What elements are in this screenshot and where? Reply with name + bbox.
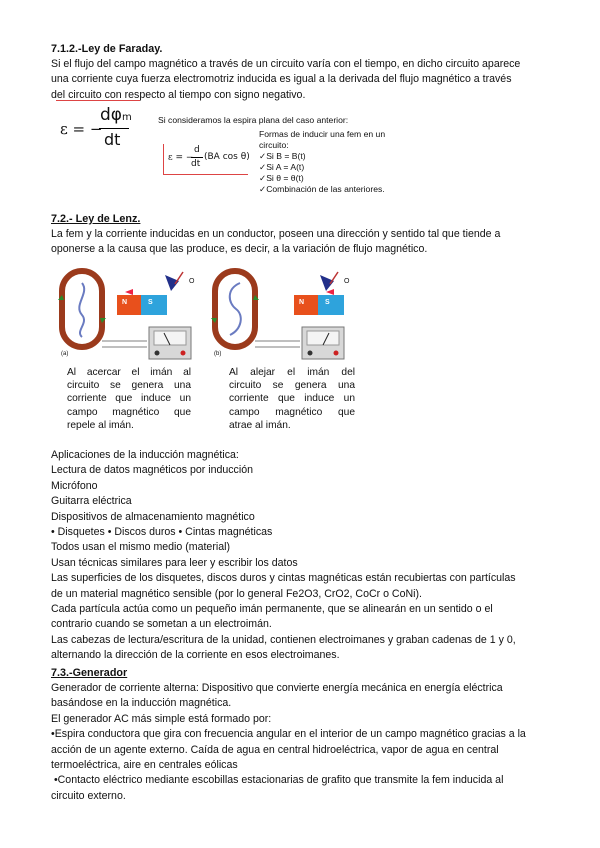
generador-line: basándose en la inducción magnética.: [51, 697, 232, 710]
faraday-paragraph: [51, 57, 520, 103]
formas-block: [259, 129, 415, 195]
caption-line: campo magnético que: [229, 406, 355, 418]
formula-top-rule: [56, 100, 140, 101]
motion-arrow: [326, 289, 334, 295]
applications-line: Cada partícula actúa como un pequeño imán permanente, que se alinearán en un sentido o el: [51, 603, 493, 616]
applications-line: Lectura de datos magnéticos por inducción: [51, 464, 253, 477]
terminal: [334, 351, 339, 356]
caption-line: corriente que induce un: [67, 393, 191, 405]
generador-heading: 7.3.-Generador: [51, 667, 128, 679]
lenz-figure-b: [208, 265, 358, 363]
magnet-s-label: S: [148, 299, 153, 306]
applications-line: Dispositivos de almacenamiento magnético: [51, 510, 255, 523]
lenz-figure-a: [55, 265, 205, 363]
paragraph-line: oponerse a la causa que las produce, es decir, a la variación de flujo magnético.: [51, 243, 428, 256]
eye-line: [175, 272, 183, 284]
magnet-south: [318, 295, 344, 315]
figure-b-drawing: [208, 265, 358, 363]
generador-line: •Contacto eléctrico mediante escobillas estacionarias de grafito que transmite la fem inducida al: [51, 774, 504, 787]
formas-title-line: Formas de inducir una fem en un: [259, 129, 386, 139]
formula-subscript: m: [122, 112, 132, 123]
generador-line: circuito externo.: [51, 789, 126, 802]
terminal: [155, 351, 160, 356]
magnet-s-label: S: [325, 299, 330, 306]
formula-lhs: ε = −: [60, 120, 103, 138]
applications-line: de un material magnético sensible (por lo general Fe2O3, CrO2, CoCr o CoNi).: [51, 587, 422, 600]
magnet-n-label: N: [122, 299, 128, 306]
formas-title-line: circuito:: [259, 140, 289, 150]
applications-line: Las superficies de los disquetes, discos duros y cintas magnéticas están recubiertas con partículas: [51, 572, 516, 585]
caption-line: circuito se genera una: [67, 380, 191, 392]
applications-line: Micrófono: [51, 479, 98, 492]
formas-item: ✓Si θ = θ(t): [259, 173, 304, 183]
applications-line: contrario cuando se sometan a un electroimán.: [51, 618, 272, 631]
figure-a-drawing: [55, 265, 205, 363]
faraday-heading: 7.1.2.-Ley de Faraday.: [51, 43, 163, 55]
figure-a-label: (a): [61, 351, 69, 357]
applications-line: Todos usan el mismo medio (material): [51, 541, 230, 554]
applications-block: [51, 448, 516, 664]
generador-block: [51, 681, 526, 804]
formula2-bar: [191, 157, 203, 158]
caption-b: [229, 366, 355, 432]
generador-line: termoeléctrica, aire en centrales eólicas: [51, 759, 238, 772]
caption-a: [67, 366, 191, 432]
applications-line: Aplicaciones de la inducción magnética:: [51, 449, 239, 461]
eye-icon: [165, 275, 179, 291]
applications-line: • Disquetes • Discos duros • Cintas magnéticas: [51, 526, 273, 539]
formula-box: [163, 144, 248, 175]
applications-line: alternando la dirección de la corriente en esos electroimanes.: [51, 649, 340, 662]
formas-item: ✓Si B = B(t): [259, 151, 306, 161]
paragraph-line: La fem y la corriente inducidas en un conductor, poseen una dirección y sentido tal que tiende a: [51, 228, 501, 240]
formula2-lhs: ε = −: [168, 153, 194, 163]
formas-item: ✓Combinación de las anteriores.: [259, 184, 385, 194]
caption-line: repele al imán.: [67, 419, 134, 431]
magnet-north: [117, 295, 141, 315]
eye-label: O: [344, 278, 350, 285]
generador-line: El generador AC más simple está formado por:: [51, 712, 272, 725]
caption-line: Al acercar el imán al: [67, 367, 191, 378]
generador-line: •Espira conductora que gira con frecuencia angular en el interior de un campo magnético gracias a la: [51, 728, 526, 741]
formula-denominator: dt: [104, 130, 121, 149]
applications-line: Usan técnicas similares para leer y escribir los datos: [51, 556, 298, 569]
caption-line: campo magnético que: [67, 406, 191, 418]
paragraph-line: Si el flujo del campo magnético a través de un circuito varía con el tiempo, en dicho circuito aparece: [51, 58, 521, 70]
galvanometer-dial: [307, 331, 339, 345]
lenz-paragraph: [51, 227, 500, 258]
magnet-north: [294, 295, 318, 315]
formula2-den: dt: [191, 159, 201, 169]
applications-line: Las cabezas de lectura/escritura de la unidad, contienen electroimanes y graban cadenas de 1 y 0,: [51, 633, 516, 646]
applications-line: Guitarra eléctrica: [51, 495, 132, 508]
caption-line: Al alejar el imán del: [229, 367, 355, 378]
lenz-heading: 7.2.- Ley de Lenz.: [51, 213, 141, 225]
formula-num-text: dφ: [100, 105, 123, 125]
fraction-bar: [99, 128, 129, 129]
terminal: [181, 351, 186, 356]
eye-line: [330, 272, 338, 284]
motion-arrow: [125, 289, 133, 295]
faraday-formula: [56, 104, 140, 156]
formula2-num: d: [194, 145, 200, 155]
galvanometer-dial: [154, 331, 186, 345]
caption-line: atrae al imán.: [229, 419, 291, 431]
figure-b-label: (b): [214, 351, 222, 357]
formula2-rhs: (BA cos θ): [204, 152, 250, 162]
formas-item: ✓Si A = A(t): [259, 162, 305, 172]
generador-line: acción de un agente externo. Caída de agua en central hidroeléctrica, vapor de agua en central: [51, 743, 499, 756]
generador-line: Generador de corriente alterna: Dispositivo que convierte energía mecánica en energía eléctrica: [51, 682, 503, 694]
terminal: [308, 351, 313, 356]
paragraph-line: del circuito con respecto al tiempo con signo negativo.: [51, 88, 306, 101]
paragraph-line: una corriente cuya fuerza electromotriz inducida es igual a la derivada del flujo magnético a través: [51, 73, 512, 86]
spira-note: Si consideramos la espira plana del caso anterior:: [158, 115, 349, 125]
eye-icon: [320, 275, 334, 291]
eye-label: O: [189, 278, 195, 285]
caption-line: corriente que induce un: [229, 393, 355, 405]
caption-line: circuito se genera una: [229, 380, 355, 392]
magnet-n-label: N: [299, 299, 305, 306]
formula-numerator: [100, 105, 132, 125]
magnet-south: [141, 295, 167, 315]
